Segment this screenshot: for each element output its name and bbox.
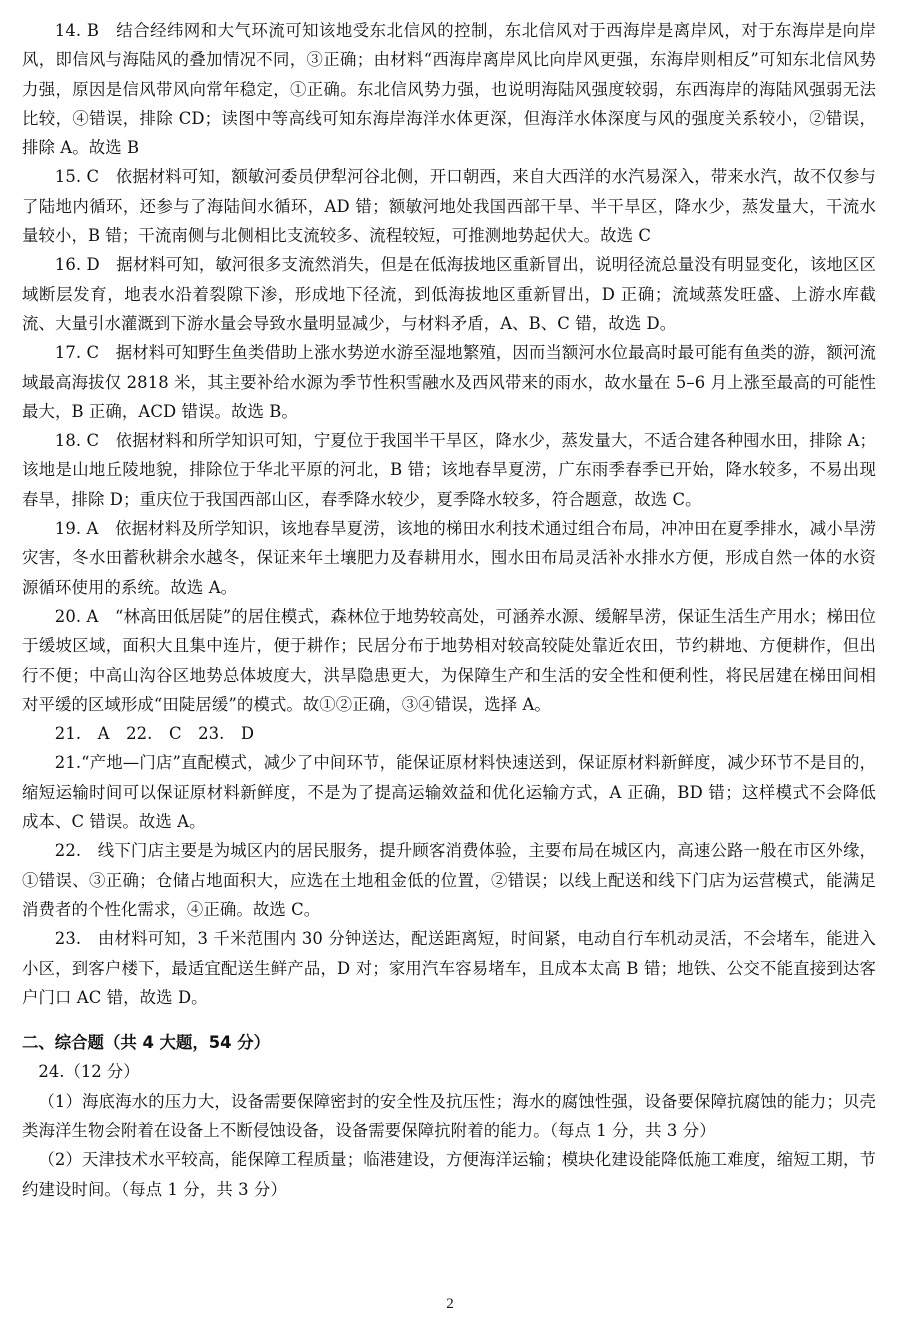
answer-18: 18. C 依据材料和所学知识可知，宁夏位于我国半干旱区，降水少，蒸发量大，不适合建各种囤水田，排除 A；该地是山地丘陵地貌，排除位于华北平原的河北，B 错；该地春旱夏涝，广东雨季春季已开始，降水较多，不易出现春旱，排除 D；重庆位于我国西部山区，春季降水较少，夏季降水较多，符合题意，故选 C。 [22,431,876,509]
answer-explanations [22,16,876,1012]
question-24-heading: 24.（12 分） [38,1062,140,1082]
answer-20: 20. A “林高田低居陡”的居住模式，森林位于地势较高处，可涵养水源、缓解旱涝，保证生活生产用水；梯田位于缓坡区域，面积大且集中连片，便于耕作；民居分布于地势相对较高较陡处靠近农田，节约耕地、方便耕作，但出行不便；中高山沟谷区地势总体坡度大，洪旱隐患更大，为保障生产和生活的安全性和便利性，将民居建在梯田间相对平缓的区域形成“田陡居缓”的模式。故①②正确，③④错误，选择 A。 [22,606,876,714]
answer-14: 14. B 结合经纬网和大气环流可知该地受东北信风的控制，东北信风对于西海岸是离岸风，对于东海岸是向岸风，即信风与海陆风的叠加情况不同，③正确；由材料“西海岸离岸风比向岸风更强，东海岸则相反”可知东北信风势力强，原因是信风带风向常年稳定，①正确。东北信风势力强，也说明海陆风强度较弱，东西海岸的海陆风强弱无法比较，④错误，排除 CD；读图中等高线可知东海岸海洋水体更深，但海洋水体深度与风的强度关系较小，②错误，排除 A。故选 B [22,21,876,158]
answer-17: 17. C 据材料可知野生鱼类借助上涨水势逆水游至湿地繁殖，因而当额河水位最高时最可能有鱼类的游，额河流域最高海拔仅 2818 米，其主要补给水源为季节性积雪融水及西风带来的雨水，故水量在 5–6 月上涨至最高的可能性最大，B 正确，ACD 错误。故选 B。 [22,343,876,421]
answer-16: 16. D 据材料可知，敏河很多支流然消失，但是在低海拔地区重新冒出，说明径流总量没有明显变化，该地区区域断层发育，地表水沿着裂隙下渗，形成地下径流，到低海拔地区重新冒出，D 正确；流域蒸发旺盛、上游水库截流、大量引水灌溉到下游水量会导致水量明显减少，与材料矛盾，A、B、C 错，故选 D。 [22,255,876,333]
page-number: 2 [446,1296,454,1312]
section-2-title: 二、综合题（共 4 大题，54 分） [22,1033,271,1053]
section-spacer [22,1012,876,1028]
answer-21-23-summary: 21. A 22. C 23. D [54,724,255,744]
question-24-part-2: （2）天津技术水平较高，能保障工程质量；临港建设，方便海洋运输；模块化建设能降低施工难度，缩短工期，节约建设时间。（每点 1 分，共 3 分） [22,1150,876,1199]
section-2 [22,1028,876,1204]
answer-19: 19. A 依据材料及所学知识，该地春旱夏涝，该地的梯田水利技术通过组合布局，冲冲田在夏季排水，减小旱涝灾害，冬水田蓄秋耕余水越冬，保证来年土壤肥力及春耕用水，囤水田布局灵活补水排水方便，形成自然一体的水资源循环使用的系统。故选 A。 [22,519,876,597]
answer-15: 15. C 依据材料可知，额敏河委员伊犁河谷北侧，开口朝西，来自大西洋的水汽易深入，带来水汽，故不仅参与了陆地内循环，还参与了海陆间水循环，AD 错；额敏河地处我国西部干旱、半干旱区，降水少，蒸发量大，干流水量较小，B 错；干流南侧与北侧相比支流较多、流程较短，可推测地势起伏大。故选 C [22,167,876,246]
question-24-part-1: （1）海底海水的压力大，设备需要保障密封的安全性及抗压性；海水的腐蚀性强，设备要保障抗腐蚀的能力；贝壳类海洋生物会附着在设备上不断侵蚀设备，设备需要保障抗附着的能力。（每点 1 分，共 3 分） [22,1091,876,1140]
answer-22: 22. 线下门店主要是为城区内的居民服务，提升顾客消费体验，主要布局在城区内，高速公路一般在市区外缘，①错误、③正确；仓储占地面积大，应选在土地租金低的位置，②错误；以线上配送和线下门店为运营模式，能满足消费者的个性化需求，④正确。故选 C。 [22,841,876,919]
answer-21: 21.“产地—门店”直配模式，减少了中间环节，能保证原材料快速送到，保证原材料新鲜度，减少环节不是目的，缩短运输时间可以保证原材料新鲜度，不是为了提高运输效益和优化运输方式，A 正确，BD 错；这样模式不会降低成本、C 错误。故选 A。 [22,753,876,832]
answer-23: 23. 由材料可知，3 千米范围内 30 分钟送达，配送距离短，时间紧，电动自行车机动灵活，不会堵车，能进入小区，到客户楼下，最适宜配送生鲜产品，D 对；家用汽车容易堵车，且成本太高 B 错；地铁、公交不能直接到达客户门口 AC 错，故选 D。 [22,929,876,1007]
